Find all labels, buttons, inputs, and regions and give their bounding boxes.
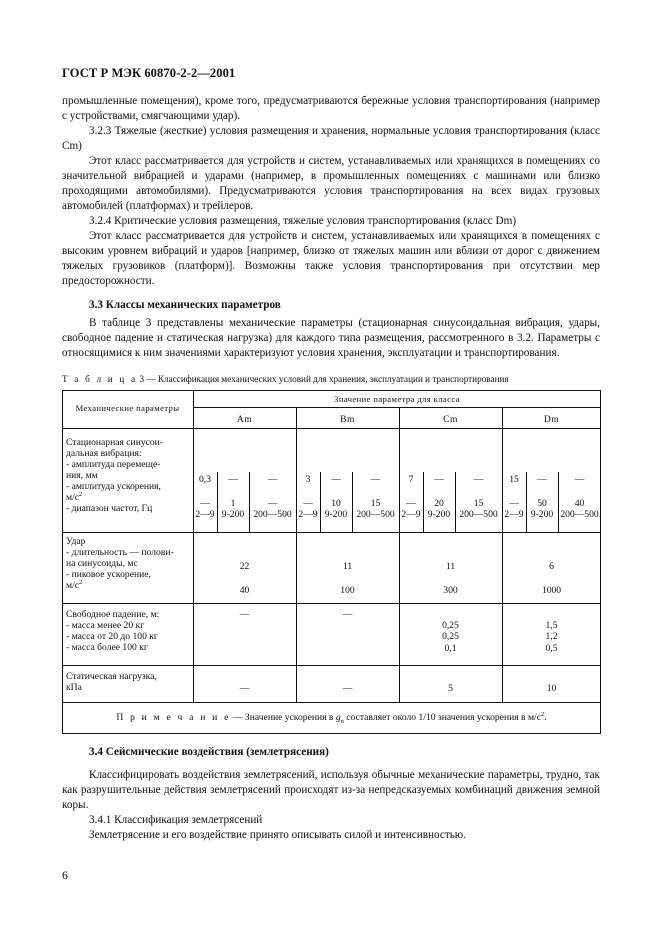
static-value: — xyxy=(239,683,250,694)
freefall-dm: 1,2 xyxy=(545,631,558,642)
vibration-amplitude-cell: — xyxy=(331,474,341,485)
vibration-amplitude-cell: — xyxy=(434,474,444,485)
class-header: Bm xyxy=(340,414,355,425)
static-value: 10 xyxy=(546,683,557,694)
vibration-amplitude-cell: — xyxy=(574,474,585,485)
vibration-acceleration-cell: — xyxy=(509,498,519,509)
caption-prefix: Т а б л и ц а xyxy=(62,374,138,384)
vibration-acceleration-cell: 1 xyxy=(230,498,236,509)
static-value: — xyxy=(342,683,353,694)
class-header: Am xyxy=(236,414,253,425)
page-number: 6 xyxy=(62,868,68,882)
vibration-frequency-cell: 200—500 xyxy=(356,509,395,520)
body-bottom xyxy=(62,745,600,843)
vibration-amplitude-cell: — xyxy=(370,474,381,485)
shock-peak: 100 xyxy=(340,585,355,596)
paragraph: 3.4.1 Классификация землетрясений xyxy=(89,814,263,826)
freefall-label: Свободное падение, м: - масса менее 20 кг - масса от 20 до 100 кг - масса более 100 кг xyxy=(66,609,160,653)
static-label: Статическая нагрузка, кПа xyxy=(66,671,157,693)
paragraph: Этот класс рассматривается для устройств и систем, устанавливаемых или хранящихся в помещениях с высоким уровнем вибраций и ударов [например, близко от тяжелых машин или вблизи от дорог с движением тяжелых грузовиков (платформ)]. Возможны также условия транспортирования при отсутствии мер предосторожности. xyxy=(62,230,600,287)
vibration-acceleration-cell: — xyxy=(303,498,313,509)
table-note: П р и м е ч а н и е — Значение ускорения в $g_n$ составляет около 1/10 значения ускорения в $м/с^2$. xyxy=(116,711,547,725)
freefall-dm: 0,5 xyxy=(545,643,558,654)
body-top xyxy=(62,94,600,361)
vibration-frequency-cell: 200—500 xyxy=(560,509,599,520)
shock-duration: 11 xyxy=(342,561,353,572)
caption-text: 3 — Классификация механических условий для хранения, эксплуатации и транспортирования xyxy=(137,374,509,384)
shock-duration: 11 xyxy=(445,561,456,572)
vibration-frequency-cell: 9-200 xyxy=(221,509,245,520)
table-caption xyxy=(62,374,602,384)
shock-duration: 6 xyxy=(549,561,554,572)
shock-peak: 1000 xyxy=(541,585,562,596)
paragraph: Землетрясение и его воздействие принято описывать силой и интенсивностью. xyxy=(89,829,466,841)
vibration-label: Стационарная синусои- дальная вибрация: - амплитуда перемеще- ния, мм - амплитуда ускорения, $м/с^2$ - диапазон частот, Гц xyxy=(66,437,164,514)
vibration-frequency-cell: 200—500 xyxy=(459,509,498,520)
col-value-header: Значение параметра для класса xyxy=(334,394,460,404)
vibration-amplitude-cell: — xyxy=(473,474,484,485)
freefall-am: — xyxy=(239,609,250,620)
shock-peak: 300 xyxy=(443,585,458,596)
col-param-header: Механические параметры xyxy=(75,403,180,413)
vibration-frequency-cell: 9-200 xyxy=(530,509,554,520)
vibration-acceleration-cell: 15 xyxy=(473,498,484,509)
vibration-amplitude-cell: 3 xyxy=(305,474,311,485)
vibration-amplitude-cell: 15 xyxy=(509,474,519,485)
vibration-acceleration-cell: — xyxy=(200,498,210,509)
section-heading: 3.4 Сейсмические воздействия (землетрясения) xyxy=(89,746,329,758)
vibration-acceleration-cell: 20 xyxy=(434,498,444,509)
class-header: Cm xyxy=(443,414,458,425)
paragraph: 3.2.4 Критические условия размещения, тяжелые условия транспортирования (класс Dm) xyxy=(89,215,517,227)
shock-duration: 22 xyxy=(239,561,250,572)
vibration-acceleration-cell: — xyxy=(267,498,278,509)
static-value: 5 xyxy=(448,683,453,694)
vibration-acceleration-cell: — xyxy=(406,498,416,509)
vibration-frequency-cell: 9-200 xyxy=(427,509,451,520)
classification-table xyxy=(62,390,601,734)
shock-label: Удар - длительность — полови- на синусоиды, мс - пиковое ускорение, $м/с^2$ xyxy=(66,536,174,591)
class-header: Dm xyxy=(543,414,560,425)
shock-peak: 40 xyxy=(239,585,250,596)
vibration-acceleration-cell: 15 xyxy=(370,498,381,509)
freefall-cm: 0,1 xyxy=(444,643,457,654)
vibration-frequency-cell: 2—9 xyxy=(401,509,421,520)
vibration-frequency-cell: 2—9 xyxy=(298,509,318,520)
vibration-acceleration-cell: 50 xyxy=(537,498,547,509)
vibration-frequency-cell: 200—500 xyxy=(253,509,292,520)
paragraph: В таблице 3 представлены механические параметры (стационарная синусоидальная вибрация, удары, свободное падение и статическая нагрузка) для каждого типа размещения, рассмотренного в 3.2. Параметры с относящимися к ним значениями характеризуют условия хранения, эксплуатации и транспортирования. xyxy=(62,317,600,359)
vibration-acceleration-cell: 40 xyxy=(574,498,585,509)
freefall-cm: 0,25 xyxy=(442,631,459,642)
vibration-amplitude-cell: — xyxy=(537,474,547,485)
vibration-amplitude-cell: 7 xyxy=(408,474,414,485)
freefall-dm: 1,5 xyxy=(545,620,558,631)
document-header: ГОСТ Р МЭК 60870-2-2—2001 xyxy=(62,66,236,80)
freefall-bm: — xyxy=(342,609,353,620)
paragraph: промышленные помещения), кроме того, предусматриваются бережные условия транспортирования (например с устройствами, смягчающими удар). xyxy=(62,95,600,122)
vibration-frequency-cell: 9-200 xyxy=(324,509,348,520)
section-heading: 3.3 Классы механических параметров xyxy=(89,299,281,311)
vibration-frequency-cell: 2—9 xyxy=(195,509,215,520)
vibration-amplitude-cell: — xyxy=(228,474,238,485)
freefall-cm: 0,25 xyxy=(442,620,459,631)
vibration-amplitude-cell: — xyxy=(267,474,278,485)
vibration-amplitude-cell: 0,3 xyxy=(199,474,211,485)
vibration-acceleration-cell: 10 xyxy=(331,498,341,509)
paragraph: Классифицировать воздействия землетрясений, используя обычные механические параметры, трудно, так как разрушительные действия землетрясений происходят из-за непредсказуемых комбинаций движения земной коры. xyxy=(62,769,600,811)
paragraph: Этот класс рассматривается для устройств и систем, устанавливаемых или хранящихся в помещениях со значительной вибрацией и ударами (например, в промышленных помещениях с машинами или близко проходящими автомобилями). Предусматриваются условия транспортирования на всех видах грузовых автомобилей (платформах) и трейлеров. xyxy=(62,155,600,212)
paragraph: 3.2.3 Тяжелые (жесткие) условия размещения и хранения, нормальные условия транспортирования (класс Cm) xyxy=(62,125,600,152)
vibration-frequency-cell: 2—9 xyxy=(504,509,524,520)
